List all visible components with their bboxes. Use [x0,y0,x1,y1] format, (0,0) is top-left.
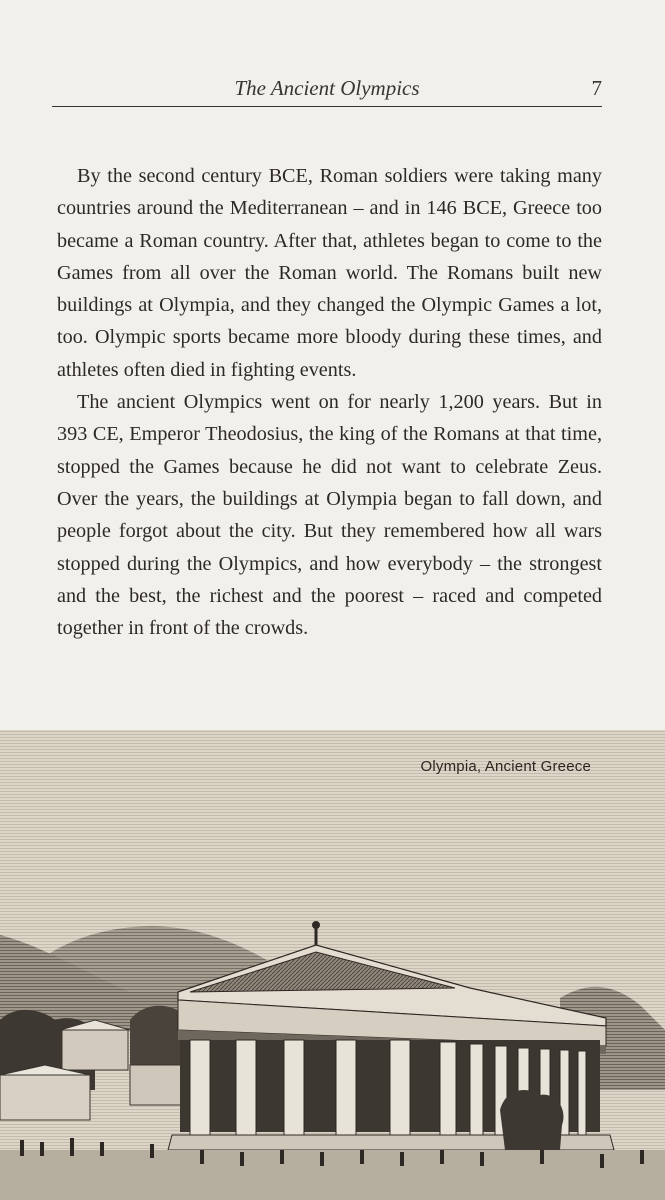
illustration-caption: Olympia, Ancient Greece [420,758,591,775]
temple-of-zeus-illustration [0,730,665,1200]
running-title: The Ancient Olympics [234,76,420,100]
paragraph-2: The ancient Olympics went on for nearly 1,200 years. But in 393 CE, Emperor Theodosius, the king of the Romans at that time, stopped the Games because he did not want to celebrate Zeus. Over the years, the buildings at Olympia began to fall down, and people forgot about the city. But they remembered how all wars stopped during the Olympics, and how everybody – the strongest and the best, the richest and the poorest – raced and competed together in front of the crowds. [57,391,602,640]
paragraph-1: By the second century BCE, Roman soldiers were taking many countries around the Mediterranean – and in 146 BCE, Greece too became a Roman country. After that, athletes began to come to the Games from all over the Roman world. The Romans built new buildings at Olympia, and they changed the Olympic Games a lot, too. Olympic sports became more bloody during these times, and athletes often died in fighting events. [57,165,602,381]
olympia-engraving [0,730,665,1200]
right-tree [500,1090,563,1150]
page-number: 7 [591,76,602,100]
running-header [52,72,602,107]
foreground [0,1150,665,1200]
body-text [57,160,602,644]
